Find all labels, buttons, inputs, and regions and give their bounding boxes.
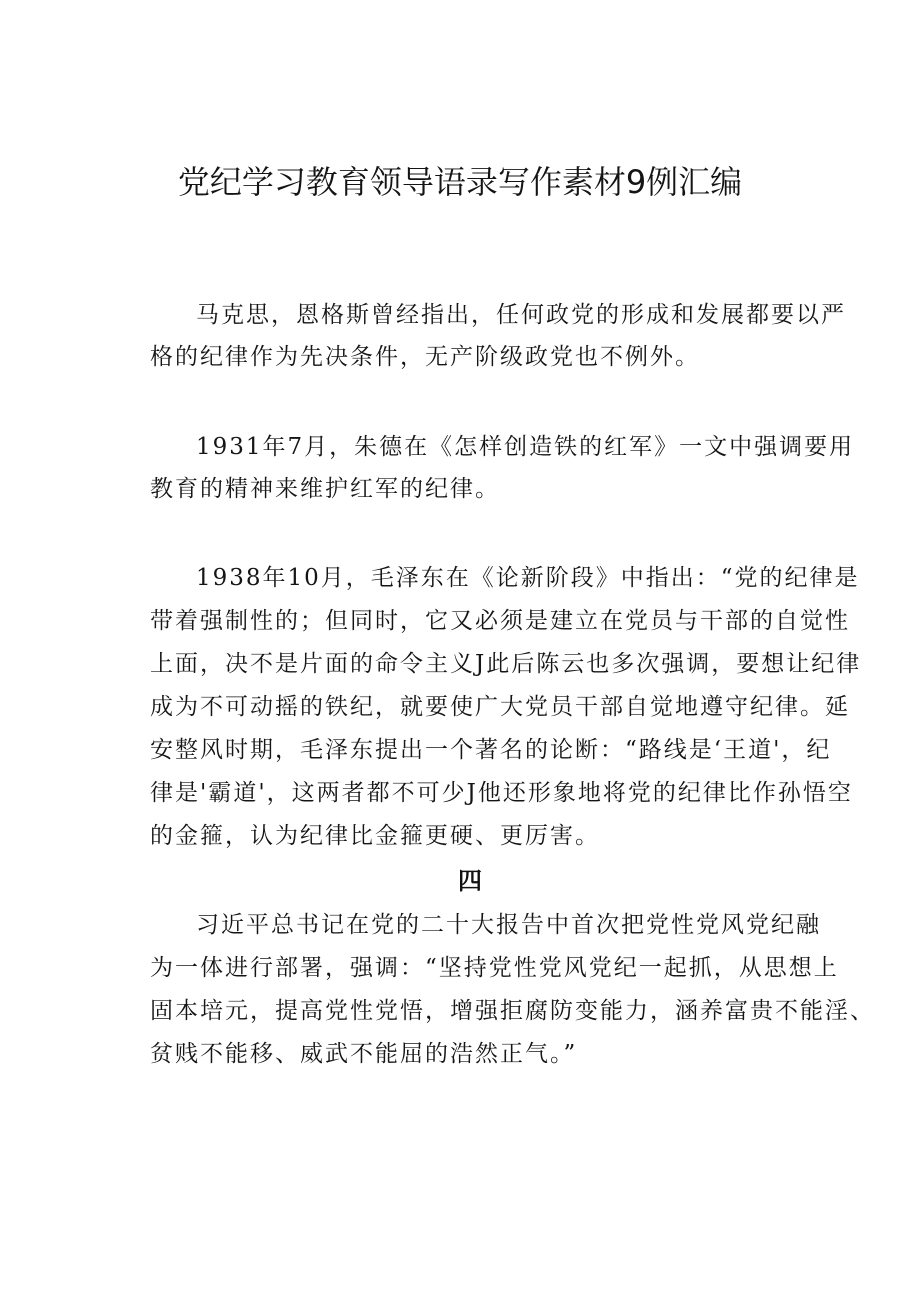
paragraph-line: 1931年7月，朱德在《怎样创造铁的红军》一文中强调要用: [196, 434, 855, 460]
paragraph-line: 固本培元，提高党性党悟，增强拒腐防变能力，涵养富贵不能淫、: [150, 998, 875, 1024]
paragraph-line: 成为不可动摇的铁纪，就要使广大党员干部自觉地遵守纪律。延: [150, 694, 850, 720]
paragraph-line: 格的纪律作为先决条件，无产阶级政党也不例外。: [150, 344, 700, 370]
paragraph-xi-jinping: [150, 904, 875, 1076]
paragraph-line: 上面，决不是片面的命令主义J此后陈云也多次强调，要想让纪律: [150, 651, 862, 677]
section-number: 四: [458, 867, 482, 895]
paragraph-line: 习近平总书记在党的二十大报告中首次把党性党风党纪融: [196, 912, 821, 938]
paragraph-marx-engels: [150, 294, 846, 378]
paragraph-zhu-de: [150, 426, 855, 510]
paragraph-line: 带着强制性的；但同时，它又必须是建立在党员与干部的自觉性: [150, 608, 850, 634]
paragraph-line: 1938年10月，毛泽东在《论新阶段》中指出：“党的纪律是: [196, 565, 860, 591]
document-title: 党纪学习教育领导语录写作素材9例汇编: [177, 163, 743, 201]
paragraph-line: 为一体进行部署，强调：“坚持党性党风党纪一起抓，从思想上: [150, 955, 839, 981]
paragraph-line: 马克思，恩格斯曾经指出，任何政党的形成和发展都要以严: [196, 302, 846, 328]
paragraph-line: 安整风时期，毛泽东提出一个著名的论断：“路线是‘王道'，纪: [150, 737, 832, 763]
paragraph-line: 的金箍，认为纪律比金箍更硬、更厉害。: [150, 823, 600, 849]
paragraph-mao-zedong: [150, 557, 862, 858]
paragraph-line: 贫贱不能移、威武不能屈的浩然正气。”: [150, 1041, 578, 1067]
paragraph-line: 律是'霸道'，这两者都不可少J他还形象地将党的纪律比作孙悟空: [150, 780, 853, 806]
paragraph-line: 教育的精神来维护红军的纪律。: [150, 476, 500, 502]
